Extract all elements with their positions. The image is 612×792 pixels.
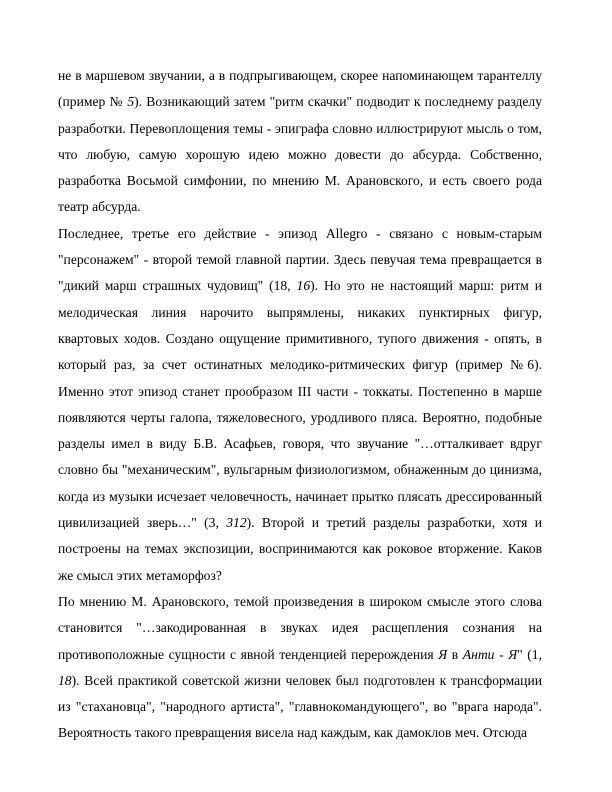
text-run: ). Всей практикой советской жизни человек был подготовлен к трансформации из "стахановца", "народного артиста", "главнокомандующего", во "врага народа". Вероятность такого превращения висела над каждым, как дамоклов меч. Отсюда: [58, 672, 542, 741]
text-run: Последнее, третье его действие - эпизод Allegro - связано с новым-старым "персонажем" - второй темой главной партии. Здесь певучая тема превращается в "дикий марш страшных чудовищ" (18,: [58, 225, 542, 294]
citation-page: 16: [296, 278, 311, 294]
text-run: не в маршевом звучании, а в подпрыгивающем, скорее напоминающем тарантеллу (пример №: [58, 68, 542, 110]
text-run: " (1,: [517, 646, 542, 662]
text-run: По мнению М. Арановского, темой произведения в широком смысле этого слова становится "…закодированная в звуках идея расщепления сознания на противоположные сущности с явной тенденцией перерождения: [58, 593, 542, 662]
paragraph-3: [58, 589, 542, 747]
emphasis: Я: [438, 646, 448, 662]
example-number: 5: [127, 94, 135, 110]
citation-page: 18: [58, 672, 72, 688]
text-run: ). Второй и третий разделы разработки, хотя и построены на темах экспозиции, воспринимаются как роковое вторжение. Каков же смысл этих метаморфоз?: [58, 515, 542, 583]
text-run: ). Но это не настоящий марш: ритм и мелодическая линия нарочито выпрямлены, никаких пунктирных фигур, квартовых ходов. Создано ощущение примитивного, тупого движения - опять, в который раз, за счет остинатных мелодико-ритмических фигур (пример №6). Именно этот эпизод станет прообразом III части - токкаты. Постепенно в марше появляются черты галопа, тяжеловесного, уродливого пляса. Вероятно, подобные разделы имел в виду Б.В. Асафьев, говоря, что звучание "…отталкивает вдруг словно бы "механическим", вульгарным физиологизмом, обнаженным до цинизма, когда из музыки исчезает человечность, начинает прытко плясать дрессированный цивилизацией зверь…" (3,: [58, 278, 542, 531]
paragraph-1: [58, 63, 542, 221]
text-run: в: [447, 646, 463, 662]
emphasis: Анти - Я: [462, 646, 518, 662]
paragraph-2: [58, 221, 542, 589]
body-text: [58, 63, 542, 747]
text-run: ). Возникающий затем "ритм скачки" подводит к последнему разделу разработки. Перевоплощения темы - эпиграфа словно иллюстрируют мысль о том, что любую, самую хорошую идею можно довести до абсурда. Собственно, разработка Восьмой симфонии, по мнению М. Арановского, и есть своего рода театр абсурда.: [58, 94, 543, 215]
citation-page: 312: [226, 515, 247, 531]
